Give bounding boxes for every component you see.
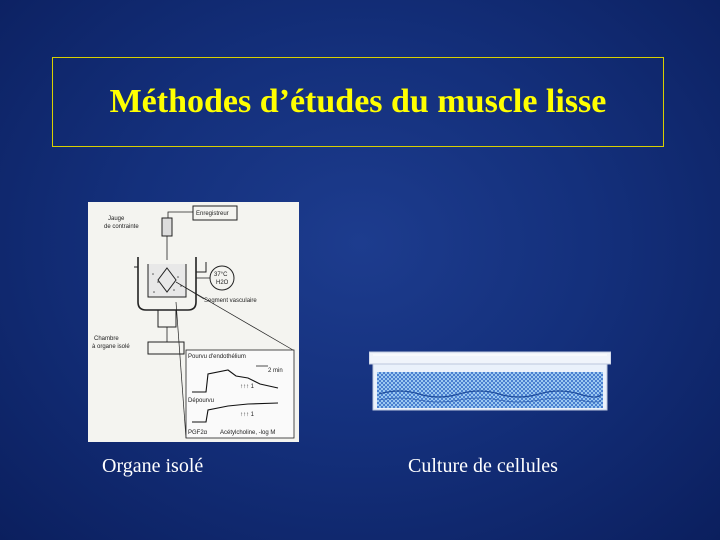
temperature-bath xyxy=(210,266,234,290)
gauge-body xyxy=(162,218,172,236)
svg-text:↑↑↑ 1: ↑↑↑ 1 xyxy=(240,384,255,390)
caption-cell-culture: Culture de cellules xyxy=(408,455,558,477)
svg-text:↑↑↑ 1: ↑↑↑ 1 xyxy=(240,412,255,418)
cell-culture-dish xyxy=(369,350,611,412)
trace-panel xyxy=(186,350,294,438)
without-endothelium-label: Dépourvu xyxy=(188,398,215,404)
title-box xyxy=(52,57,664,147)
chamber-label: Chambre xyxy=(94,336,119,342)
recorder-label: Enregistreur xyxy=(196,211,229,217)
segment-label: Segment vasculaire xyxy=(204,298,257,304)
slide-title: Méthodes d’études du muscle lisse xyxy=(109,83,607,120)
isolated-organ-svg xyxy=(88,202,299,442)
chamber-base xyxy=(148,342,184,354)
culture-dish-svg xyxy=(369,350,611,412)
chamber-sub-label: à organe isolé xyxy=(92,344,130,350)
temperature-label: 37°C xyxy=(214,272,228,278)
dish-lid xyxy=(369,352,611,364)
gas-label: H2O xyxy=(216,280,229,286)
ach-label: Acétylcholine, -log M xyxy=(220,430,276,436)
agent-label: PGF2α xyxy=(188,430,208,436)
caption-isolated-organ: Organe isolé xyxy=(102,455,204,477)
gauge-label: Jauge xyxy=(108,216,125,222)
with-endothelium-label: Pourvu d'endothélium xyxy=(188,354,246,360)
culture-medium xyxy=(377,372,603,408)
isolated-organ-diagram xyxy=(88,202,299,442)
time-scale-label: 2 min xyxy=(268,368,283,374)
gauge-sub-label: de contrainte xyxy=(104,224,139,230)
